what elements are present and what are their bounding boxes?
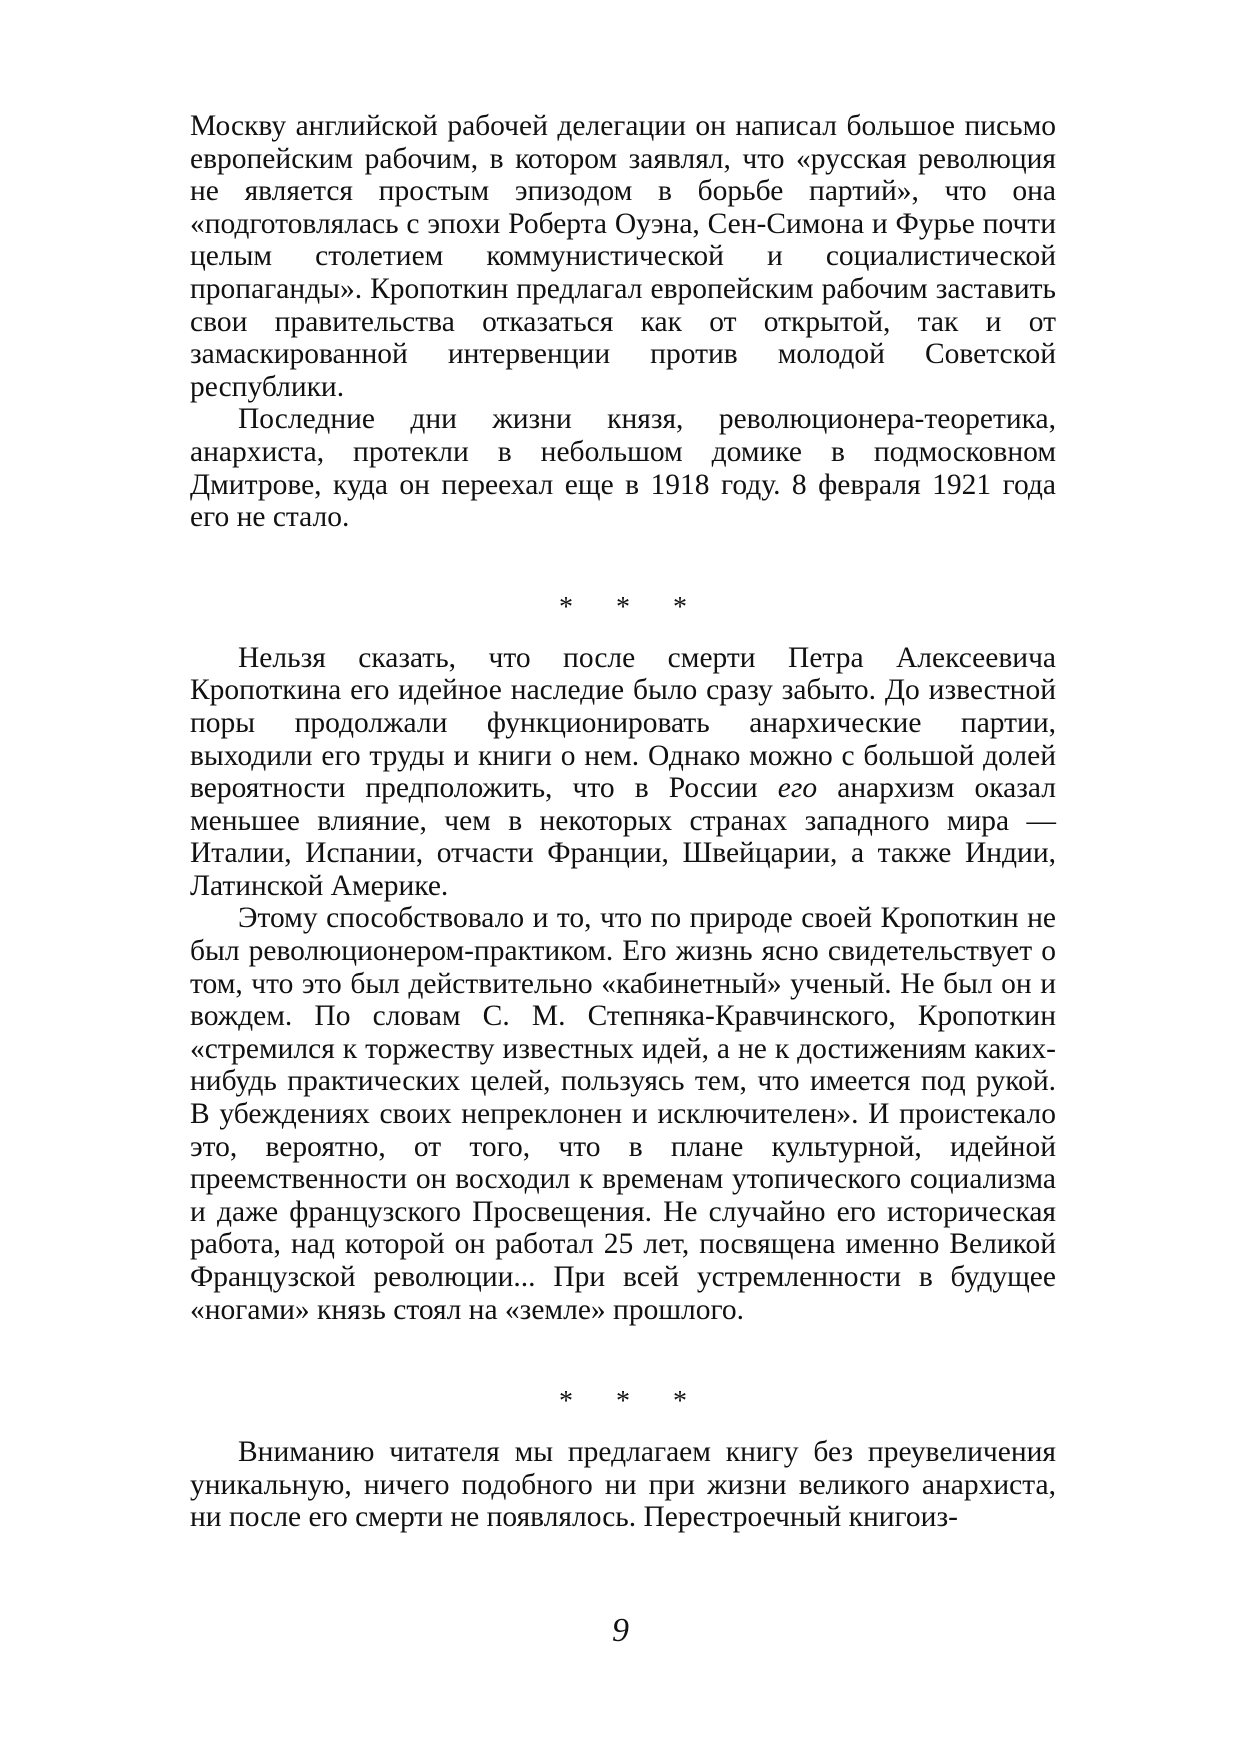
page-number: 9: [612, 1612, 629, 1649]
section-separator-1: * * *: [559, 591, 705, 623]
paragraph-1: Москву английской рабочей делегации он написал большое письмо европейским рабочим, в котором заявлял, что «русская революция не является простым эпизодом в борьбе партий», что она «подготовлялась с эпохи Роберта Оуэна, Сен-Симона и Фурье почти целым столетием коммунистической и социалистической пропаганды». Кропоткин предлагал европейским рабочим заставить свои правительства отказаться как от открытой, так и от замаскированной интервенции против молодой Советской республики.: [190, 110, 1056, 403]
paragraph-3-text-b: анархизм оказал меньшее влияние, чем в некоторых странах западного мира — Италии, Испании, отчасти Франции, Швейцарии, а также Индии, Латинской Америке.: [190, 772, 1056, 902]
paragraph-3: [190, 642, 1056, 903]
paragraph-5: Вниманию читателя мы предлагаем книгу без преувеличения уникальную, ничего подобного ни при жизни великого анархиста, ни после его смерти не появлялось. Перестроечный книгоиз-: [190, 1436, 1056, 1534]
paragraph-4: Этому способствовало и то, что по природе своей Кропоткин не был революционером-практиком. Его жизнь ясно свидетельствует о том, что это был действительно «кабинетный» ученый. Не был он и вождем. По словам С. М. Степняка-Кравчинского, Кропоткин «стремился к торжеству известных идей, а не к достижениям каких-нибудь практических целей, пользуясь тем, что имеется под рукой. В убеждениях своих непреклонен и исключителен». И проистекало это, вероятно, от того, что в плане культурной, идейной преемственности он восходил к временам утопического социализма и даже французского Просвещения. Не случайно его историческая работа, над которой он работал 25 лет, посвящена именно Великой Французской революции... При всей устремленности в будущее «ногами» князь стоял на «земле» прошлого.: [190, 902, 1056, 1326]
section-separator-2: * * *: [559, 1386, 705, 1418]
page-body: [190, 110, 1056, 1534]
paragraph-2: Последние дни жизни князя, революционера-теоретика, анархиста, протекли в небольшом домике в подмосковном Дмитрове, куда он переехал еще в 1918 году. 8 февраля 1921 года его не стало.: [190, 403, 1056, 534]
paragraph-3-text-a: Нельзя сказать, что после смерти Петра Алексеевича Кропоткина его идейное наследие было сразу забыто. До известной поры продолжали функционировать анархические партии, выходили его труды и книги о нем. Однако можно с большой долей вероятности предположить, что в России: [190, 641, 1056, 805]
paragraph-3-emphasis: его: [777, 772, 818, 805]
